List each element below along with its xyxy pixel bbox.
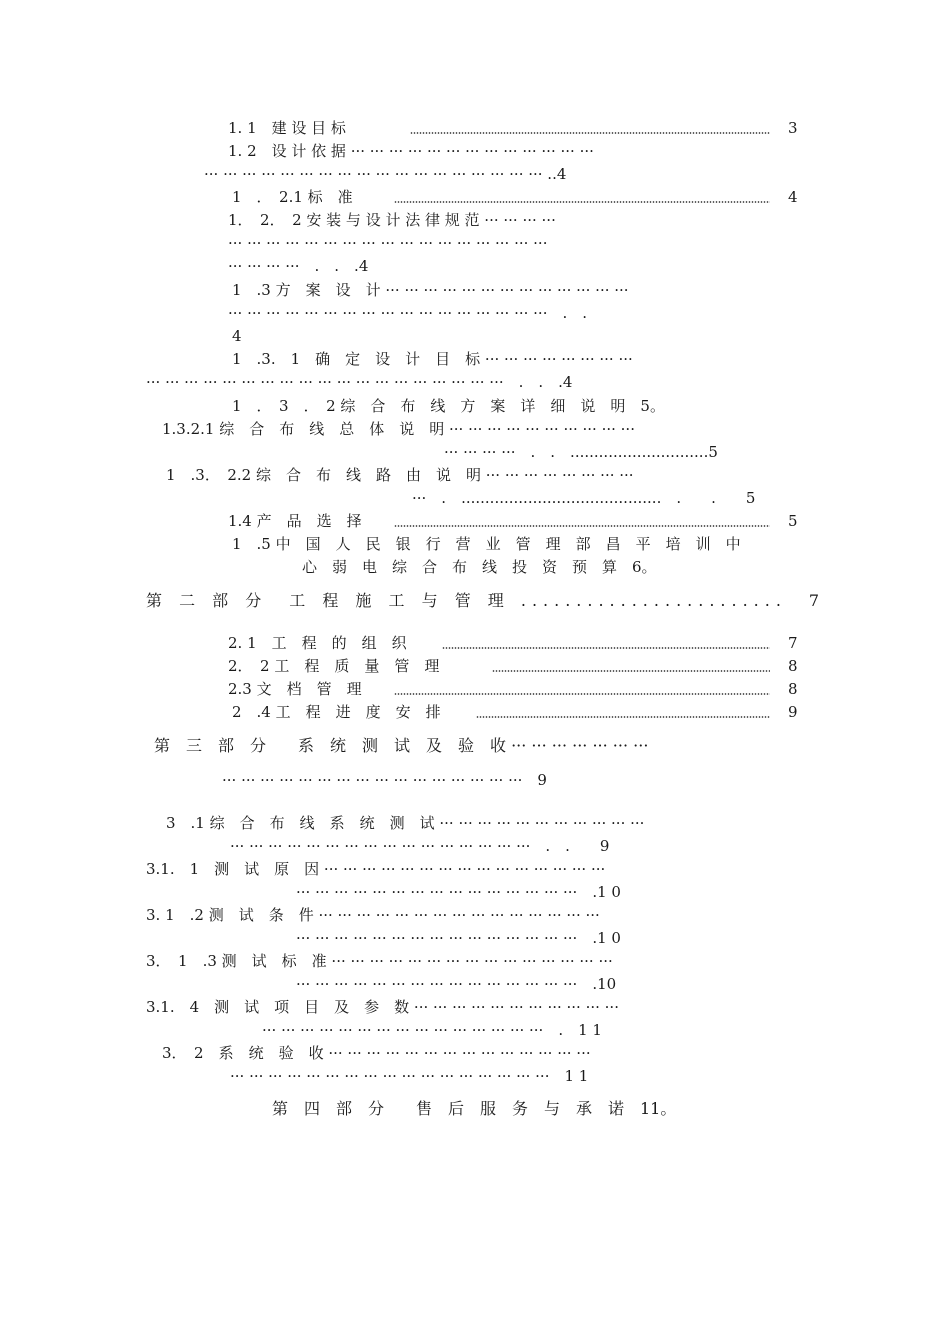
toc-entry-3-2-cont: ··· ··· ··· ··· ··· ··· ··· ··· ··· ··· ··· ··· ··· ··· ··· ··· ··· 1 1: [230, 1067, 589, 1085]
toc-entry-3-1-cont: ··· ··· ··· ··· ··· ··· ··· ··· ··· ··· ··· ··· ··· ··· ··· ··· . . 9: [230, 837, 610, 855]
toc-entry-2-3[interactable]: [228, 679, 800, 699]
part-heading-2[interactable]: 第 二 部 分 工 程 施 工 与 管 理 ........................ 7: [146, 591, 826, 610]
toc-entry-title: 2． 2 工 程 质 量 管 理: [228, 657, 440, 675]
toc-entry-1-2-2-cont: ··· ··· ··· ··· . . .4: [228, 257, 369, 275]
toc-entry-1-2-2-cont: ··· ··· ··· ··· ··· ··· ··· ··· ··· ··· ··· ··· ··· ··· ··· ··· ···: [228, 234, 548, 252]
dot-leader: [410, 132, 770, 134]
toc-entry-3-1-2-cont: ··· ··· ··· ··· ··· ··· ··· ··· ··· ··· ··· ··· ··· ··· ··· .1 0: [296, 929, 621, 947]
toc-entry-1-3-2[interactable]: 1 ． 3 ． 2 综 合 布 线 方 案 详 细 说 明 5。: [232, 397, 665, 415]
toc-entry-1-3-1-cont: ··· ··· ··· ··· ··· ··· ··· ··· ··· ··· ··· ··· ··· ··· ··· ··· ··· ··· ··· . . .4: [146, 373, 573, 391]
toc-entry-3-1-4-cont: ··· ··· ··· ··· ··· ··· ··· ··· ··· ··· ··· ··· ··· ··· ··· . 1 1: [262, 1021, 602, 1039]
toc-entry-3-1-1-cont: ··· ··· ··· ··· ··· ··· ··· ··· ··· ··· ··· ··· ··· ··· ··· .1 0: [296, 883, 621, 901]
toc-entry-1-2[interactable]: 1. 2 设 计 依 据 ··· ··· ··· ··· ··· ··· ··· ··· ··· ··· ··· ··· ···: [228, 142, 594, 160]
toc-page-number: 8: [788, 657, 798, 675]
toc-entry-1-3-1[interactable]: 1 .3. 1 确 定 设 计 目 标 ··· ··· ··· ··· ··· ··· ··· ···: [232, 350, 633, 368]
toc-entry-1-4[interactable]: [228, 511, 800, 531]
toc-entry-1-2-1[interactable]: [232, 187, 800, 207]
part-heading-4[interactable]: 第 四 部 分 售 后 服 务 与 承 诺 11。: [272, 1099, 677, 1118]
toc-entry-3-1[interactable]: 3 .1 综 合 布 线 系 统 测 试 ··· ··· ··· ··· ··· ··· ··· ··· ··· ··· ···: [166, 814, 645, 832]
toc-page-number: 8: [788, 680, 798, 698]
dot-leader: [442, 647, 770, 649]
toc-entry-3-1-4[interactable]: 3.1. 4 测 试 项 目 及 参 数 ··· ··· ··· ··· ··· ··· ··· ··· ··· ··· ···: [146, 998, 619, 1016]
toc-entry-1-3-2-1-cont: ··· ··· ··· ··· . . .............................5: [444, 443, 718, 461]
toc-entry-1-5-cont: 心 弱 电 综 合 布 线 投 资 预 算 6。: [302, 558, 657, 576]
dot-leader: [394, 693, 770, 695]
toc-entry-title: 2 .4 工 程 进 度 安 排: [232, 703, 441, 721]
toc-entry-1-2-2[interactable]: 1． 2． 2 安 装 与 设 计 法 律 规 范 ··· ··· ··· ···: [228, 211, 556, 229]
toc-entry-title: 1 ． 2.1 标 准: [232, 188, 353, 206]
toc-entry-3-1-2[interactable]: 3. 1 .2 测 试 条 件 ··· ··· ··· ··· ··· ··· ··· ··· ··· ··· ··· ··· ··· ··· ···: [146, 906, 600, 924]
toc-entry-2-1[interactable]: [228, 633, 800, 653]
toc-page-number: 9: [788, 703, 798, 721]
toc-entry-1-3-2-1[interactable]: 1.3.2.1 综 合 布 线 总 体 说 明 ··· ··· ··· ··· ··· ··· ··· ··· ··· ···: [162, 420, 635, 438]
toc-entry-2-2[interactable]: [228, 656, 800, 676]
toc-entry-title: 1.4 产 品 选 择: [228, 512, 362, 530]
toc-entry-1-5[interactable]: 1 .5 中 国 人 民 银 行 营 业 管 理 部 昌 平 培 训 中: [232, 535, 741, 553]
toc-entry-3-2[interactable]: 3． 2 系 统 验 收 ··· ··· ··· ··· ··· ··· ··· ··· ··· ··· ··· ··· ··· ···: [162, 1044, 591, 1062]
dot-leader: [476, 716, 770, 718]
toc-entry-1-3-2-2-cont: ··· . .......................................... . . 5: [412, 489, 756, 507]
toc-page-number: 3: [788, 119, 798, 137]
toc-entry-1-3-cont: ··· ··· ··· ··· ··· ··· ··· ··· ··· ··· ··· ··· ··· ··· ··· ··· ··· . .: [228, 304, 587, 322]
toc-entry-1-3-cont: 4: [232, 327, 242, 345]
dot-leader: [394, 201, 770, 203]
toc-entry-2-4[interactable]: [232, 702, 800, 722]
toc-entry-1-3-2-2[interactable]: 1 .3． 2.2 综 合 布 线 路 由 说 明 ··· ··· ··· ··· ··· ··· ··· ···: [166, 466, 634, 484]
toc-entry-1-1[interactable]: [228, 118, 800, 138]
part-heading-3-cont: ··· ··· ··· ··· ··· ··· ··· ··· ··· ··· ··· ··· ··· ··· ··· ··· 9: [222, 771, 547, 789]
dot-leader: [492, 670, 770, 672]
toc-entry-3-1-3[interactable]: 3． 1 .3 测 试 标 准 ··· ··· ··· ··· ··· ··· ··· ··· ··· ··· ··· ··· ··· ··· ···: [146, 952, 613, 970]
toc-page-number: 7: [788, 634, 798, 652]
toc-page-number: 5: [788, 512, 798, 530]
toc-entry-3-1-3-cont: ··· ··· ··· ··· ··· ··· ··· ··· ··· ··· ··· ··· ··· ··· ··· .10: [296, 975, 617, 993]
toc-entry-title: 2. 1 工 程 的 组 织: [228, 634, 407, 652]
dot-leader: [394, 525, 770, 527]
toc-entry-3-1-1[interactable]: 3.1. 1 测 试 原 因 ··· ··· ··· ··· ··· ··· ··· ··· ··· ··· ··· ··· ··· ··· ···: [146, 860, 606, 878]
toc-entry-title: 2.3 文 档 管 理: [228, 680, 362, 698]
toc-entry-1-2-cont: ··· ··· ··· ··· ··· ··· ··· ··· ··· ··· ··· ··· ··· ··· ··· ··· ··· ··· ..4: [204, 165, 567, 183]
toc-entry-title: 1. 1 建 设 目 标: [228, 119, 346, 137]
part-heading-3[interactable]: 第 三 部 分 系 统 测 试 及 验 收 ··· ··· ··· ··· ··· ··· ···: [154, 736, 649, 755]
toc-entry-1-3[interactable]: 1 .3 方 案 设 计 ··· ··· ··· ··· ··· ··· ··· ··· ··· ··· ··· ··· ···: [232, 281, 629, 299]
toc-page-number: 4: [788, 188, 798, 206]
